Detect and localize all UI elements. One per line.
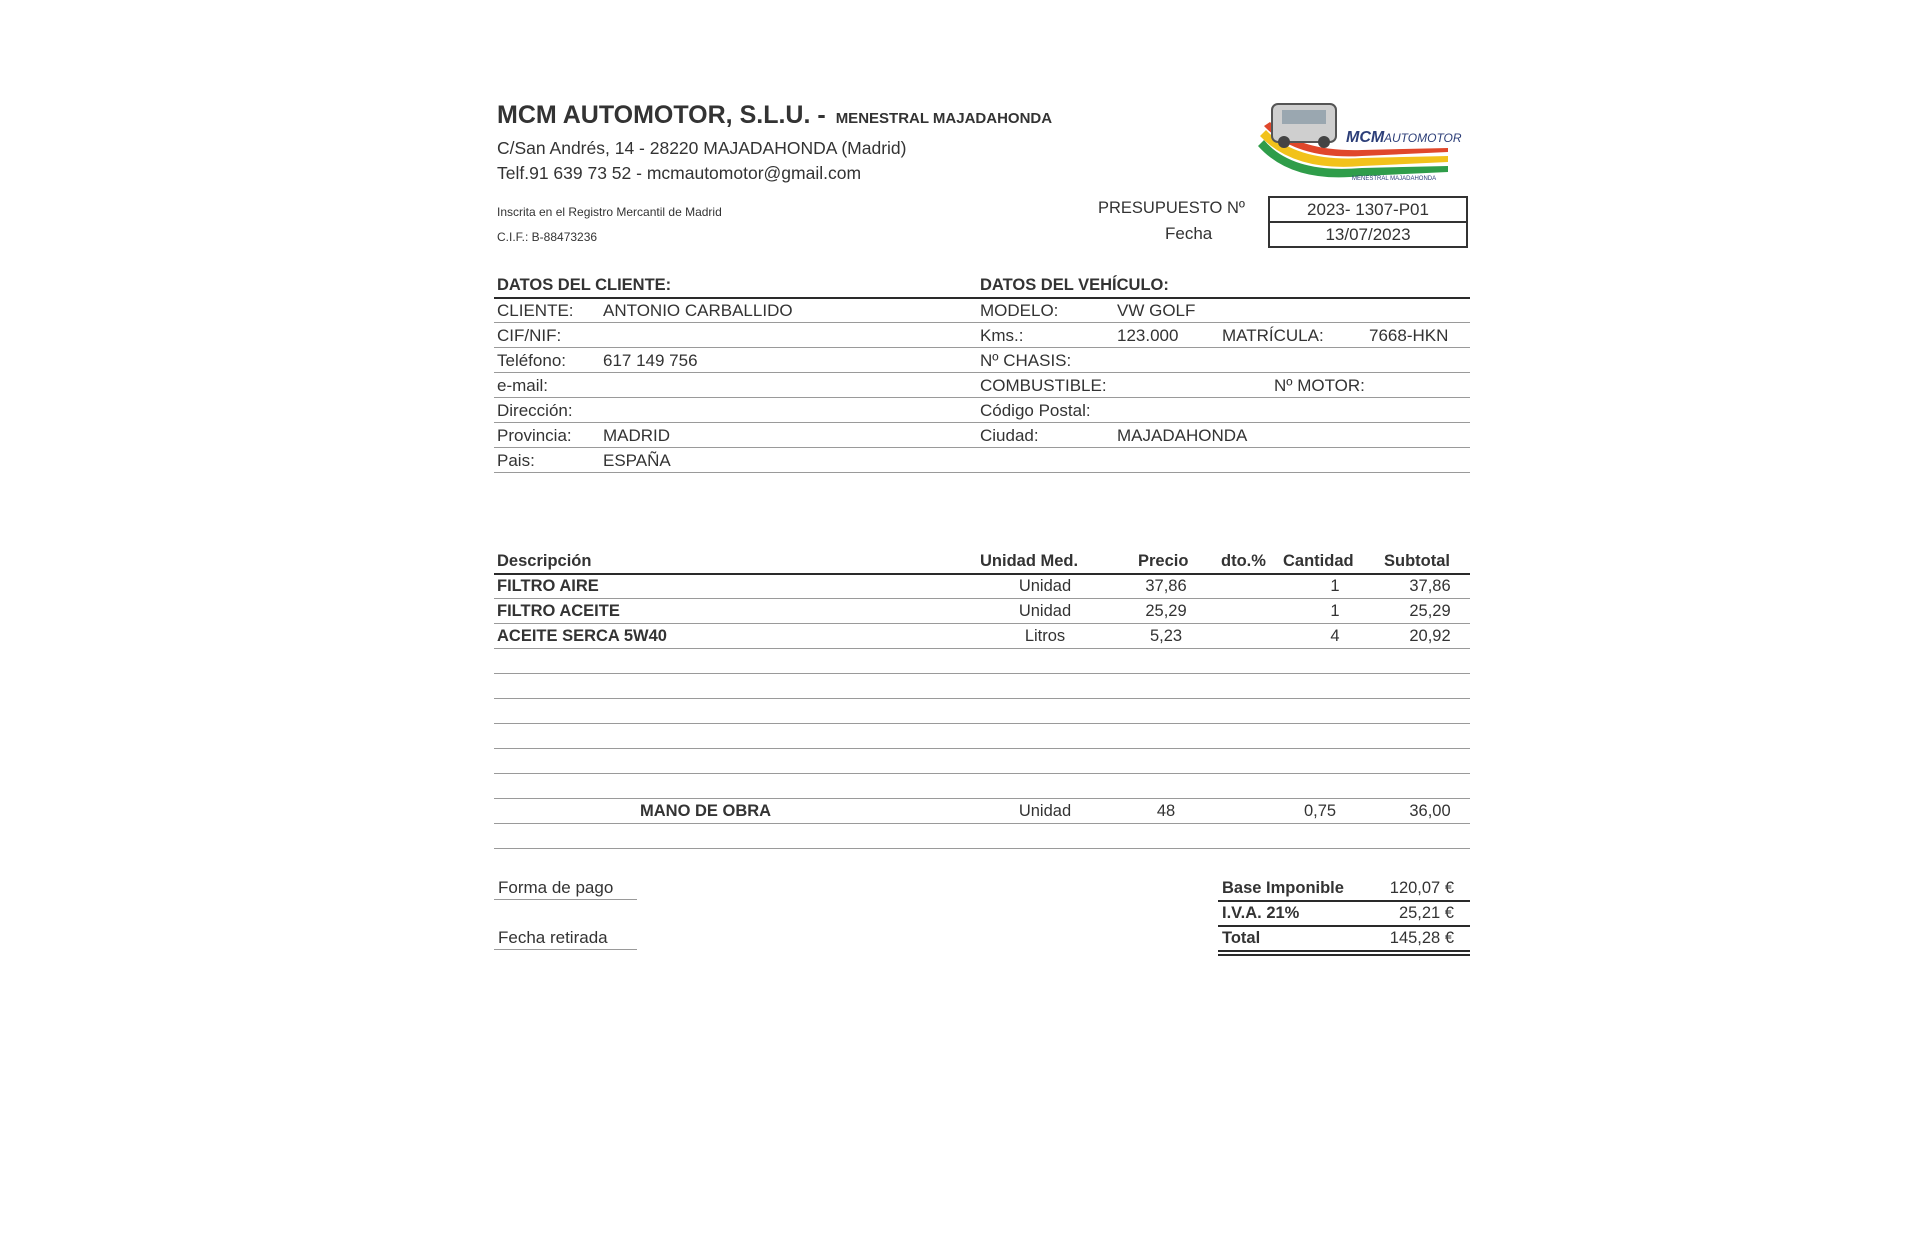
fuel-label: COMBUSTIBLE: xyxy=(980,376,1107,395)
tax-base-value: 120,07 € xyxy=(1389,879,1454,897)
item-description: FILTRO ACEITE xyxy=(497,602,620,620)
quote-number: 2023- 1307-P01 xyxy=(1307,200,1429,219)
item-price: 37,86 xyxy=(1145,577,1187,595)
col-header-subtotal: Subtotal xyxy=(1384,552,1450,570)
row-divider xyxy=(494,673,1470,674)
totals-divider xyxy=(1218,925,1470,927)
province-value: MADRID xyxy=(603,426,671,445)
model-label: MODELO: xyxy=(980,301,1059,320)
row-divider xyxy=(494,648,1470,649)
phone-label: Teléfono: xyxy=(497,351,566,370)
item-unit: Unidad xyxy=(1018,577,1072,595)
row-divider xyxy=(494,422,1470,423)
row-divider xyxy=(494,372,1470,373)
total-double-underline xyxy=(1218,950,1470,952)
labor-quantity: 0,75 xyxy=(1303,802,1337,820)
postal-label: Código Postal: xyxy=(980,401,1091,420)
plate-label: MATRÍCULA: xyxy=(1222,326,1324,345)
email-label: e-mail: xyxy=(497,376,549,395)
row-divider xyxy=(494,322,1470,323)
table-header-divider xyxy=(494,573,1470,575)
company-address: C/San Andrés, 14 - 28220 MAJADAHONDA (Madrid) xyxy=(497,138,907,158)
row-divider xyxy=(494,798,1470,799)
country-value: ESPAÑA xyxy=(603,451,671,470)
vehicle-heading: DATOS DEL VEHÍCULO: xyxy=(980,276,1169,294)
item-subtotal: 37,86 xyxy=(1409,577,1451,595)
item-price: 5,23 xyxy=(1149,627,1183,645)
section-divider xyxy=(494,297,1470,299)
pickup-date-label: Fecha retirada xyxy=(498,928,608,947)
chassis-label: Nº CHASIS: xyxy=(980,351,1072,370)
item-description: ACEITE SERCA 5W40 xyxy=(497,627,667,645)
company-registry: Inscrita en el Registro Mercantil de Madrid xyxy=(497,205,722,219)
item-quantity: 1 xyxy=(1330,577,1340,595)
labor-subtotal: 36,00 xyxy=(1409,802,1451,820)
col-header-discount: dto.% xyxy=(1221,552,1266,570)
svg-text:MENESTRAL MAJADAHONDA: MENESTRAL MAJADAHONDA xyxy=(1352,176,1437,182)
item-price: 25,29 xyxy=(1145,602,1187,620)
row-divider xyxy=(494,472,1470,473)
vat-value: 25,21 € xyxy=(1398,904,1454,922)
item-subtotal: 20,92 xyxy=(1409,627,1451,645)
col-header-quantity: Cantidad xyxy=(1283,552,1354,570)
svg-text:AUTOMOTOR: AUTOMOTOR xyxy=(1384,131,1462,145)
item-unit: Unidad xyxy=(1018,602,1072,620)
quote-date-label: Fecha xyxy=(1165,224,1213,243)
row-divider xyxy=(494,598,1470,599)
kms-value: 123.000 xyxy=(1117,326,1179,345)
city-label: Ciudad: xyxy=(980,426,1039,445)
labor-description: MANO DE OBRA xyxy=(640,802,772,820)
labor-unit: Unidad xyxy=(1018,802,1072,820)
logo-graphic xyxy=(1252,96,1462,182)
payment-underline xyxy=(494,899,637,900)
row-divider xyxy=(494,698,1470,699)
col-header-unit: Unidad Med. xyxy=(980,552,1079,570)
company-cif: C.I.F.: B-88473236 xyxy=(497,230,598,244)
payment-method-label: Forma de pago xyxy=(498,878,614,897)
tax-base-label: Base Imponible xyxy=(1222,879,1344,897)
vat-label: I.V.A. 21% xyxy=(1222,904,1300,922)
row-divider xyxy=(494,397,1470,398)
row-divider xyxy=(494,748,1470,749)
country-label: Pais: xyxy=(497,451,535,470)
item-subtotal: 25,29 xyxy=(1409,602,1451,620)
city-value: MAJADAHONDA xyxy=(1117,426,1248,445)
svg-text:MCM: MCM xyxy=(1346,129,1385,146)
row-divider xyxy=(494,848,1470,849)
company-name xyxy=(497,101,1052,130)
plate-value: 7668-HKN xyxy=(1369,326,1449,345)
row-divider xyxy=(494,773,1470,774)
total-double-underline xyxy=(1218,954,1470,956)
item-quantity: 4 xyxy=(1330,627,1340,645)
quote-date-box xyxy=(1268,221,1468,248)
motor-label: Nº MOTOR: xyxy=(1274,376,1365,395)
company-branch: MENESTRAL MAJADAHONDA xyxy=(835,110,1053,127)
company-name-text: MCM AUTOMOTOR, S.L.U. - xyxy=(497,101,826,129)
province-label: Provincia: xyxy=(497,426,572,445)
phone-value: 617 149 756 xyxy=(603,351,698,370)
col-header-description: Descripción xyxy=(497,552,592,570)
totals-divider xyxy=(1218,900,1470,902)
client-value: ANTONIO CARBALLIDO xyxy=(603,301,793,320)
company-logo xyxy=(1252,96,1462,182)
total-label: Total xyxy=(1222,929,1261,947)
cif-label: CIF/NIF: xyxy=(497,326,562,345)
labor-price: 48 xyxy=(1156,802,1176,820)
item-quantity: 1 xyxy=(1330,602,1340,620)
total-value: 145,28 € xyxy=(1389,929,1454,947)
quote-number-box xyxy=(1268,196,1468,223)
col-header-price: Precio xyxy=(1138,552,1189,570)
row-divider xyxy=(494,447,1470,448)
pickup-underline xyxy=(494,949,637,950)
client-heading: DATOS DEL CLIENTE: xyxy=(497,276,672,294)
item-unit: Litros xyxy=(1024,627,1066,645)
model-value: VW GOLF xyxy=(1117,301,1196,320)
address-label: Dirección: xyxy=(497,401,573,420)
row-divider xyxy=(494,347,1470,348)
row-divider xyxy=(494,823,1470,824)
quote-number-label: PRESUPUESTO Nº xyxy=(1098,199,1245,217)
company-contact: Telf.91 639 73 52 - mcmautomotor@gmail.com xyxy=(497,163,862,183)
row-divider xyxy=(494,623,1470,624)
kms-label: Kms.: xyxy=(980,326,1024,345)
row-divider xyxy=(494,723,1470,724)
quote-date: 13/07/2023 xyxy=(1325,225,1411,244)
client-label: CLIENTE: xyxy=(497,301,574,320)
item-description: FILTRO AIRE xyxy=(497,577,599,595)
